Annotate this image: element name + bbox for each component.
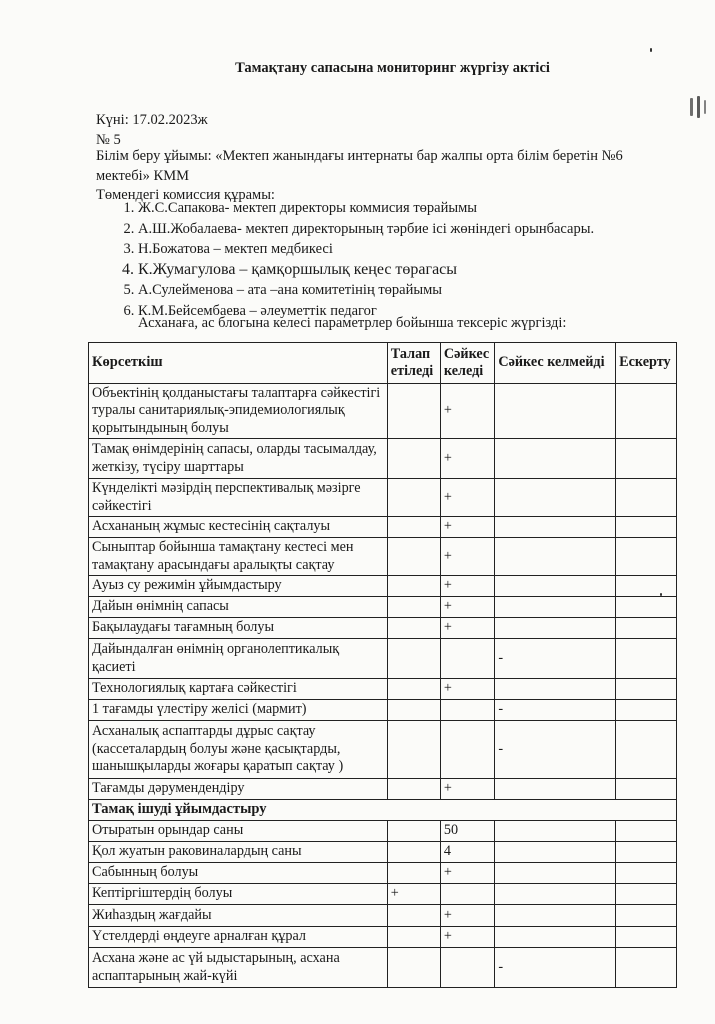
note-cell (616, 821, 677, 842)
commission-heading: Төмендегі комиссия құрамы: (96, 187, 275, 203)
scan-artifact (697, 96, 700, 118)
required-cell (387, 384, 440, 439)
indicator-cell: Асханалық аспаптарды дұрыс сақтау (кассеталардың болуы және қасықтарды, шанышқыларды жоғары қаратып сақтау ) (89, 721, 388, 779)
compliant-cell: + (440, 384, 494, 439)
compliant-cell (440, 700, 494, 721)
noncompliant-cell (495, 679, 616, 700)
note-cell (616, 479, 677, 517)
compliant-cell: 50 (440, 821, 494, 842)
required-cell (387, 842, 440, 863)
required-cell (387, 948, 440, 988)
required-cell (387, 679, 440, 700)
compliant-cell: + (440, 597, 494, 618)
note-cell (616, 948, 677, 988)
indicator-cell: Объектінің қолданыстағы талаптарға сәйкестігі туралы санитариялық-эпидемиологиялық қорытындының болуы (89, 384, 388, 439)
date-line: Күні: 17.02.2023ж (96, 112, 208, 128)
required-cell (387, 905, 440, 927)
scan-artifact (660, 593, 662, 596)
commission-member: 3. Н.Божатова – мектеп медбикесі (138, 239, 594, 260)
commission-member: 5. А.Сулейменова – ата –ана комитетінің төрайымы (138, 280, 594, 301)
indicator-cell: Тамақ өнімдерінің сапасы, оларды тасымалдау, жеткізу, түсіру шарттары (89, 439, 388, 479)
document-title: Тамақтану сапасына мониторинг жүргізу актісі (235, 60, 550, 76)
noncompliant-cell: - (495, 721, 616, 779)
noncompliant-cell (495, 842, 616, 863)
noncompliant-cell (495, 538, 616, 576)
note-cell (616, 618, 677, 639)
required-cell (387, 479, 440, 517)
commission-member: 1. Ж.С.Сапакова- мектеп директоры коммисия төрайымы (138, 198, 594, 219)
inspection-intro: Асханаға, ас блогына келесі параметрлер бойынша тексеріс жүргізді: (138, 315, 567, 331)
compliant-cell: + (440, 863, 494, 884)
note-cell (616, 538, 677, 576)
indicator-cell: Дайындалған өнімнің органолептикалық қасиеті (89, 639, 388, 679)
compliant-cell: + (440, 479, 494, 517)
noncompliant-cell: - (495, 948, 616, 988)
indicator-cell: Ауыз су режимін ұйымдастыру (89, 576, 388, 597)
table-row (89, 721, 677, 779)
table-row (89, 618, 677, 639)
table-row (89, 479, 677, 517)
required-cell (387, 927, 440, 948)
compliant-cell: + (440, 517, 494, 538)
indicator-cell: Кептіргіштердің болуы (89, 884, 388, 905)
note-cell (616, 700, 677, 721)
table-row (89, 948, 677, 988)
table-row (89, 842, 677, 863)
noncompliant-cell (495, 517, 616, 538)
indicator-cell: Сабынның болуы (89, 863, 388, 884)
indicator-cell: Жиһаздың жағдайы (89, 905, 388, 927)
noncompliant-cell (495, 597, 616, 618)
note-cell (616, 905, 677, 927)
header-noncompliant: Сәйкес келмейді (495, 343, 616, 384)
header-required: Талап етіледі (387, 343, 440, 384)
noncompliant-cell (495, 479, 616, 517)
indicator-cell: Дайын өнімнің сапасы (89, 597, 388, 618)
noncompliant-cell (495, 821, 616, 842)
scan-artifact (690, 98, 693, 116)
compliant-cell (440, 721, 494, 779)
scan-artifact (650, 48, 652, 52)
table-header-row (89, 343, 677, 384)
compliant-cell (440, 948, 494, 988)
table-row (89, 884, 677, 905)
indicator-cell: Бақылаудағы тағамның болуы (89, 618, 388, 639)
header-note: Ескерту (616, 343, 677, 384)
table-row (89, 905, 677, 927)
required-cell (387, 538, 440, 576)
note-cell (616, 576, 677, 597)
act-number: № 5 (96, 132, 121, 148)
table-row (89, 597, 677, 618)
compliant-cell: + (440, 905, 494, 927)
table-row (89, 700, 677, 721)
noncompliant-cell (495, 863, 616, 884)
scan-artifact (704, 100, 706, 114)
indicator-cell: Үстелдерді өңдеуге арналған құрал (89, 927, 388, 948)
indicator-cell: Технологиялық картаға сәйкестігі (89, 679, 388, 700)
note-cell (616, 679, 677, 700)
header-indicator: Көрсеткіш (89, 343, 388, 384)
compliant-cell: + (440, 779, 494, 800)
table-row (89, 779, 677, 800)
required-cell (387, 821, 440, 842)
noncompliant-cell (495, 779, 616, 800)
indicator-cell: Қол жуатын раковиналардың саны (89, 842, 388, 863)
table-row (89, 384, 677, 439)
noncompliant-cell (495, 618, 616, 639)
table-row (89, 927, 677, 948)
table-row (89, 639, 677, 679)
noncompliant-cell (495, 905, 616, 927)
commission-list (116, 198, 594, 321)
compliant-cell: + (440, 538, 494, 576)
note-cell (616, 439, 677, 479)
note-cell (616, 597, 677, 618)
noncompliant-cell: - (495, 700, 616, 721)
compliant-cell: + (440, 927, 494, 948)
inspection-table (88, 342, 677, 988)
indicator-cell: Асхана және ас үй ыдыстарының, асхана аспаптарының жай-күйі (89, 948, 388, 988)
compliant-cell (440, 639, 494, 679)
table-row (89, 679, 677, 700)
note-cell (616, 863, 677, 884)
indicator-cell: Отыратын орындар саны (89, 821, 388, 842)
table-row (89, 821, 677, 842)
required-cell (387, 597, 440, 618)
noncompliant-cell (495, 927, 616, 948)
note-cell (616, 927, 677, 948)
indicator-cell: Асхананың жұмыс кестесінің сақталуы (89, 517, 388, 538)
noncompliant-cell (495, 884, 616, 905)
note-cell (616, 639, 677, 679)
compliant-cell (440, 884, 494, 905)
table-row (89, 517, 677, 538)
required-cell (387, 639, 440, 679)
required-cell (387, 576, 440, 597)
table-row (89, 439, 677, 479)
noncompliant-cell: - (495, 639, 616, 679)
required-cell (387, 779, 440, 800)
noncompliant-cell (495, 384, 616, 439)
indicator-cell: 1 тағамды үлестіру желісі (мармит) (89, 700, 388, 721)
header-compliant: Сәйкес келеді (440, 343, 494, 384)
note-cell (616, 779, 677, 800)
commission-member: 4. К.Жумагулова – қамқоршылық кеңес төрагасы (138, 260, 594, 281)
noncompliant-cell (495, 439, 616, 479)
compliant-cell: + (440, 618, 494, 639)
note-cell (616, 842, 677, 863)
indicator-cell: Сыныптар бойынша тамақтану кестесі мен тамақтану арасындағы аралықты сақтау (89, 538, 388, 576)
indicator-cell: Тағамды дәрумендендіру (89, 779, 388, 800)
indicator-cell: Күнделікті мәзірдің перспективалық мәзірге сәйкестігі (89, 479, 388, 517)
note-cell (616, 884, 677, 905)
required-cell (387, 863, 440, 884)
section-title: Тамақ ішуді ұйымдастыру (89, 800, 677, 821)
required-cell: + (387, 884, 440, 905)
required-cell (387, 618, 440, 639)
commission-member: 2. А.Ш.Жобалаева- мектеп директорының тәрбие ісі жөніндегі орынбасары. (138, 219, 594, 240)
required-cell (387, 700, 440, 721)
section-row (89, 800, 677, 821)
organization-line: Білім беру ұйымы: «Мектеп жанындағы интернаты бар жалпы орта білім беретін №6 мектебі» КММ (96, 148, 623, 184)
note-cell (616, 517, 677, 538)
table-row (89, 863, 677, 884)
note-cell (616, 384, 677, 439)
required-cell (387, 439, 440, 479)
compliant-cell: + (440, 439, 494, 479)
table-row (89, 576, 677, 597)
commission-member: 6. К.М.Бейсембаева – әлеуметтік педагог (138, 301, 594, 322)
required-cell (387, 721, 440, 779)
note-cell (616, 721, 677, 779)
compliant-cell: + (440, 679, 494, 700)
noncompliant-cell (495, 576, 616, 597)
table-row (89, 538, 677, 576)
required-cell (387, 517, 440, 538)
compliant-cell: 4 (440, 842, 494, 863)
compliant-cell: + (440, 576, 494, 597)
